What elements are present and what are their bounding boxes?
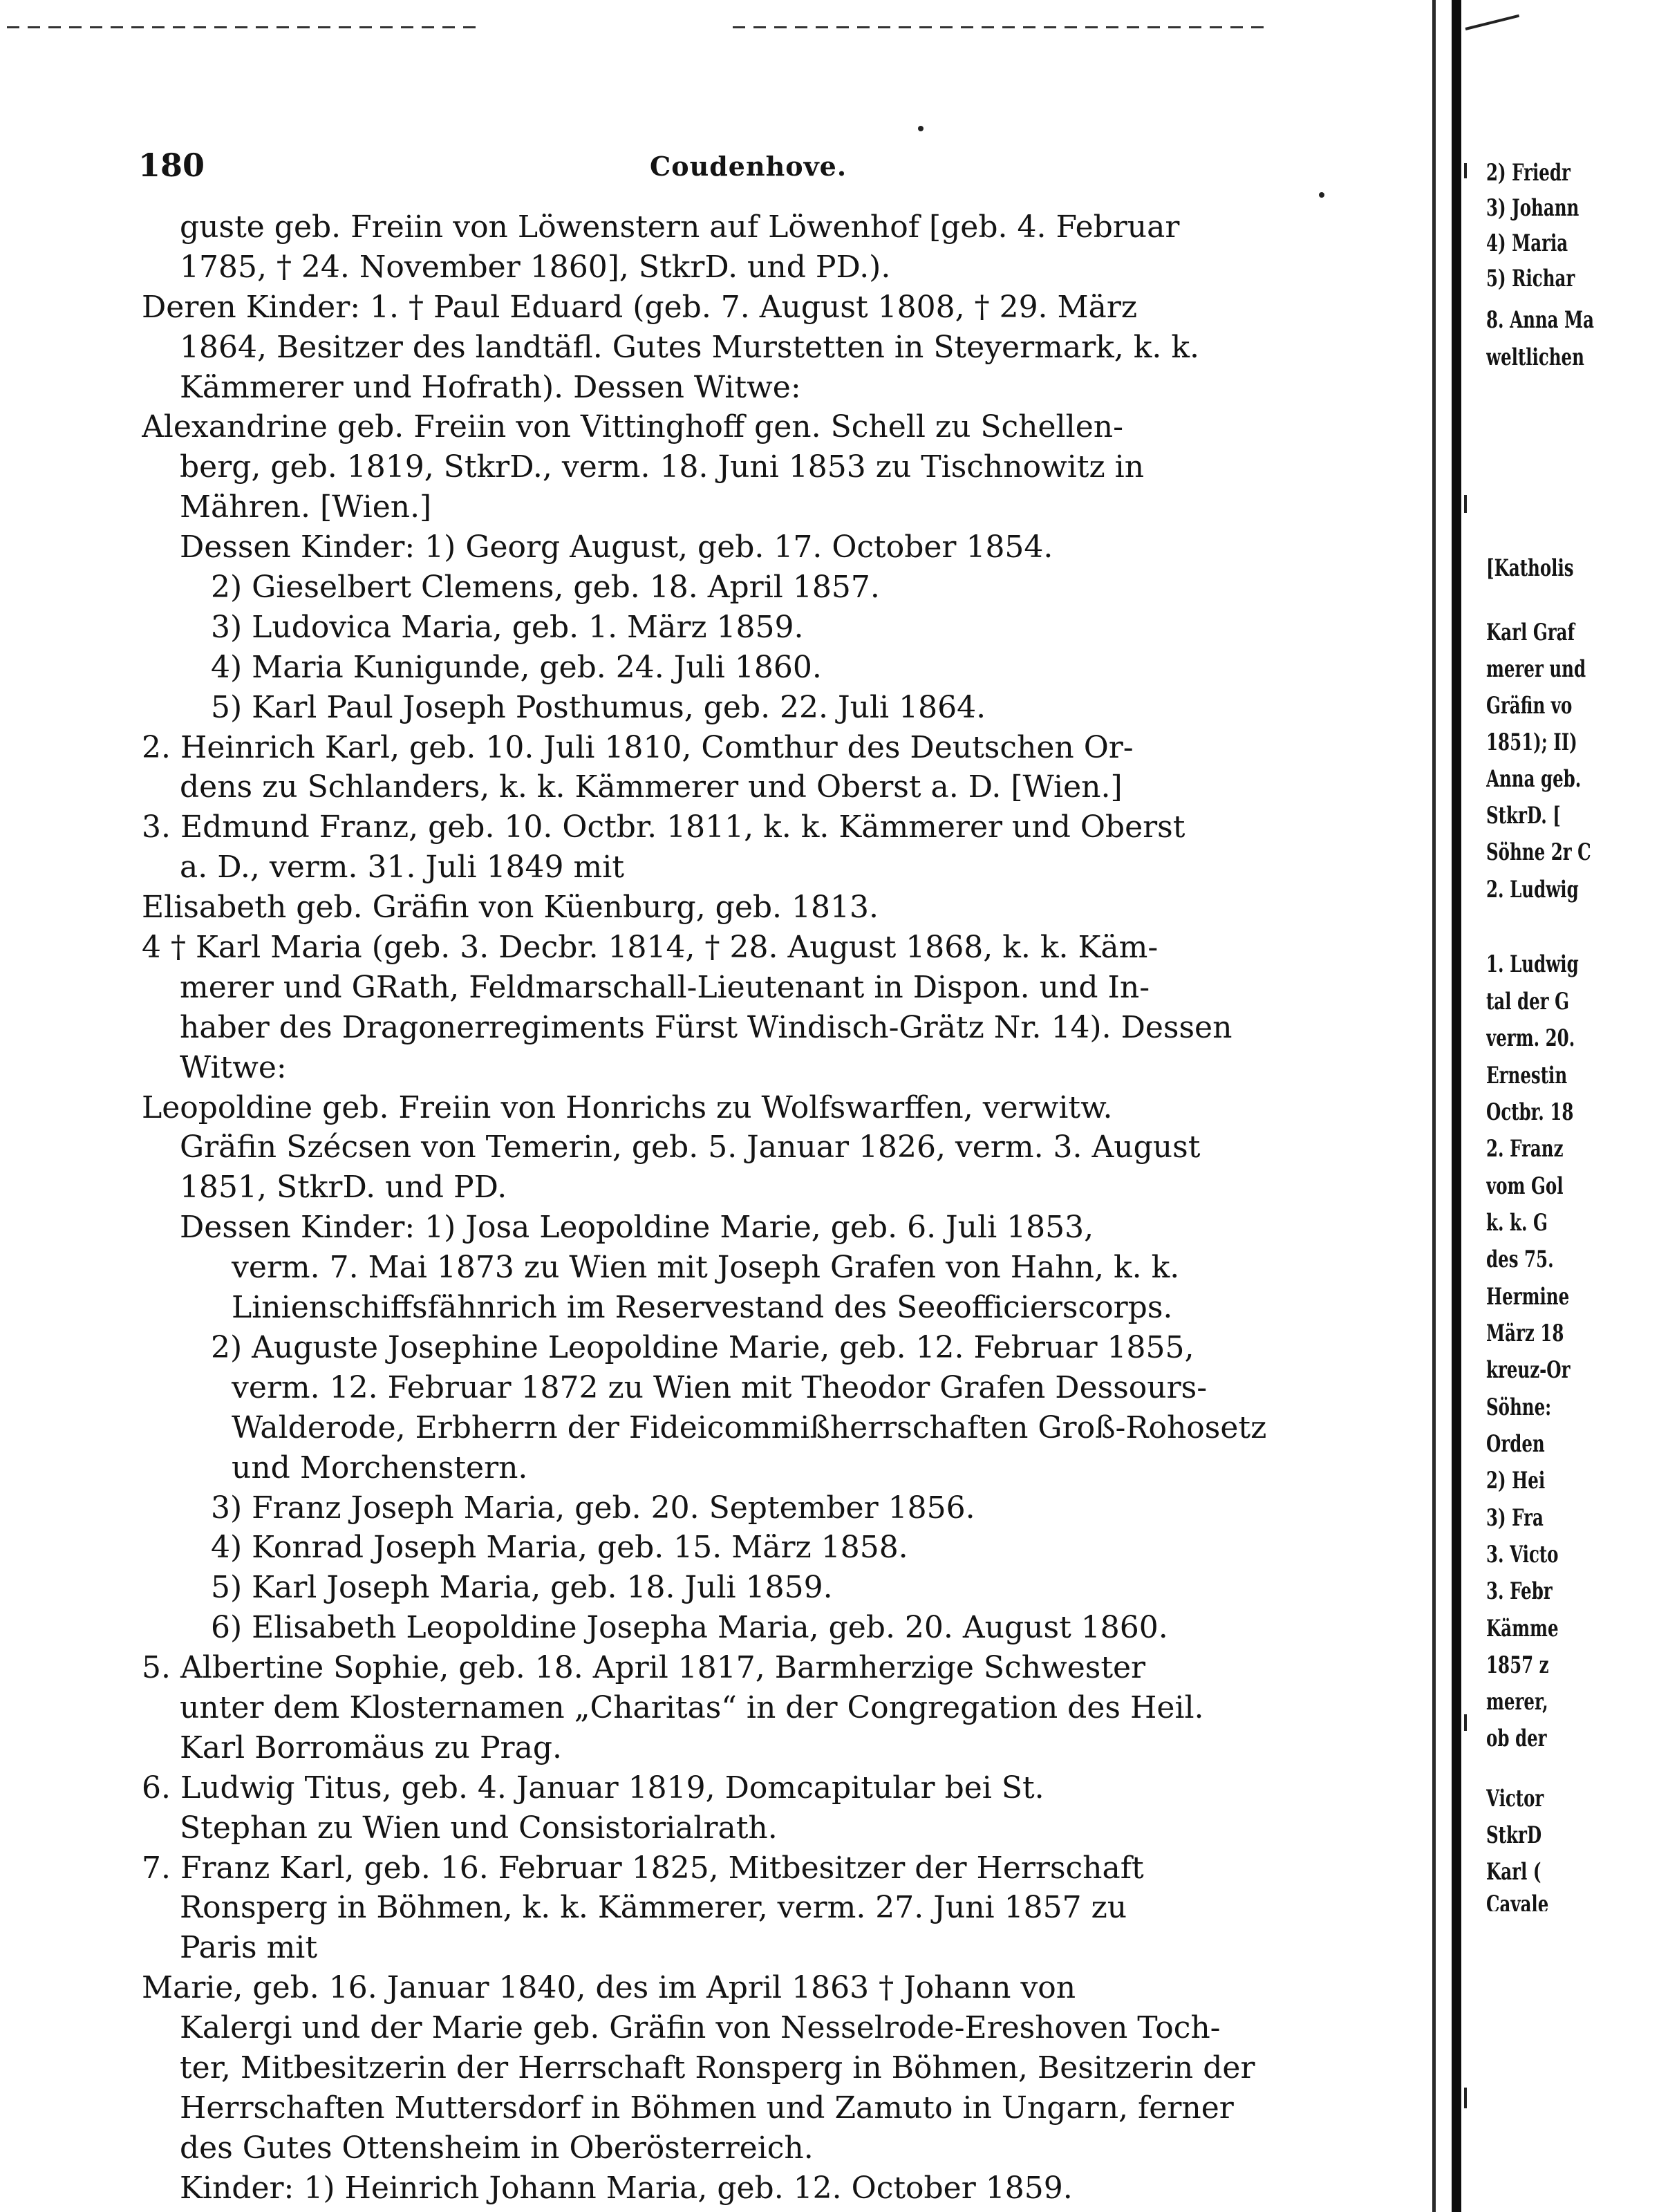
text-line: Kämmerer und Hofrath). Dessen Witwe: — [180, 369, 801, 405]
book-gutter-shadow — [1432, 0, 1436, 2212]
text-line: haber des Dragonerregiments Fürst Windisch-Grätz Nr. 14). Dessen — [180, 1009, 1232, 1045]
text-line: Witwe: — [180, 1049, 287, 1085]
text-line: 2. Heinrich Karl, geb. 10. Juli 1810, Comthur des Deutschen Or- — [142, 729, 1134, 765]
text-line: 2) Auguste Josephine Leopoldine Marie, geb. 12. Februar 1855, — [211, 1329, 1194, 1365]
text-line: des Gutes Ottensheim in Oberösterreich. — [180, 2130, 814, 2166]
text-line: 6. Ludwig Titus, geb. 4. Januar 1819, Domcapitular bei St. — [142, 1770, 1044, 1806]
adjacent-page-line: Karl ( — [1486, 1858, 1541, 1886]
adjacent-page-line: Octbr. 18 — [1486, 1098, 1574, 1126]
text-line: merer und GRath, Feldmarschall-Lieutenant in Dispon. und In- — [180, 969, 1150, 1005]
text-line: 6) Elisabeth Leopoldine Josepha Maria, geb. 20. August 1860. — [211, 1610, 1168, 1646]
adjacent-page-line: 5) Richar — [1486, 265, 1575, 292]
adjacent-page-line: Hermine — [1486, 1283, 1570, 1311]
text-line: Alexandrine geb. Freiin von Vittinghoff gen. Schell zu Schellen- — [142, 409, 1123, 445]
scan-mark — [1464, 1714, 1467, 1731]
adjacent-page-line: 3. Febr — [1486, 1577, 1553, 1605]
adjacent-page-line: 3) Fra — [1486, 1504, 1544, 1532]
text-line: a. D., verm. 31. Juli 1849 mit — [180, 850, 625, 885]
adjacent-page-line: 3. Victo — [1486, 1541, 1559, 1568]
adjacent-page-line: 4) Maria — [1486, 229, 1568, 257]
text-line: Marie, geb. 16. Januar 1840, des im April 1863 † Johann von — [142, 1970, 1076, 2006]
main-text-column — [142, 207, 1344, 2209]
text-line: 4) Maria Kunigunde, geb. 24. Juli 1860. — [211, 649, 822, 685]
adjacent-page-strip — [1486, 142, 1659, 1911]
adjacent-page-line: Söhne 2r C — [1486, 838, 1591, 866]
text-line: Stephan zu Wien und Consistorialrath. — [180, 1810, 778, 1846]
running-head: Coudenhove. — [650, 151, 847, 182]
adjacent-page-line: ob der — [1486, 1725, 1547, 1752]
text-line: 1785, † 24. November 1860], StkrD. und PD.). — [180, 249, 891, 285]
text-line: 4 † Karl Maria (geb. 3. Decbr. 1814, † 28. August 1868, k. k. Käm- — [142, 930, 1159, 966]
adjacent-page-line: 1. Ludwig — [1486, 950, 1579, 978]
scan-artifact-dash — [733, 26, 1272, 28]
text-line: berg, geb. 1819, StkrD., verm. 18. Juni 1853 zu Tischnowitz in — [180, 449, 1145, 485]
adjacent-page-line: Karl Graf — [1486, 619, 1575, 646]
adjacent-page-line: Orden — [1486, 1430, 1545, 1458]
adjacent-page-line: k. k. G — [1486, 1209, 1548, 1237]
text-line: 5) Karl Paul Joseph Posthumus, geb. 22. Juli 1864. — [211, 689, 986, 725]
text-line: Paris mit — [180, 1930, 318, 1966]
text-line: 1851, StkrD. und PD. — [180, 1170, 507, 1206]
adjacent-page-line: 8. Anna Ma — [1486, 306, 1595, 334]
text-line: Gräfin Szécsen von Temerin, geb. 5. Januar 1826, verm. 3. August — [180, 1130, 1201, 1165]
text-line: ter, Mitbesitzerin der Herrschaft Ronsperg in Böhmen, Besitzerin der — [180, 2050, 1255, 2086]
adjacent-page-line: 3) Johann — [1486, 194, 1580, 222]
adjacent-page-line: 1857 z — [1486, 1651, 1549, 1679]
scan-speck — [918, 126, 924, 131]
adjacent-page-line: weltlichen — [1486, 344, 1584, 371]
scan-mark — [1464, 495, 1467, 513]
adjacent-page-line: 2) Friedr — [1486, 159, 1571, 187]
page-number: 180 — [138, 147, 205, 184]
adjacent-page-line: Kämme — [1486, 1615, 1559, 1642]
text-line: 5. Albertine Sophie, geb. 18. April 1817, Barmherzige Schwester — [142, 1650, 1146, 1686]
adjacent-page-line: 2. Ludwig — [1486, 876, 1579, 903]
text-line: 3) Franz Joseph Maria, geb. 20. September 1856. — [211, 1490, 975, 1526]
adjacent-page-line: 2) Hei — [1486, 1467, 1546, 1494]
text-line: 3) Ludovica Maria, geb. 1. März 1859. — [211, 609, 804, 645]
text-line: und Morchenstern. — [232, 1450, 528, 1485]
text-line: verm. 12. Februar 1872 zu Wien mit Theodor Grafen Dessours- — [232, 1369, 1208, 1405]
text-line: Kalergi und der Marie geb. Gräfin von Nesselrode-Ereshoven Toch- — [180, 2010, 1221, 2046]
text-line: unter dem Klosternamen „Charitas“ in der Congregation des Heil. — [180, 1689, 1204, 1725]
adjacent-page-line: Anna geb. — [1486, 765, 1582, 793]
text-line: Ronsperg in Böhmen, k. k. Kämmerer, verm. 27. Juni 1857 zu — [180, 1890, 1127, 1926]
adjacent-page-line: vom Gol — [1486, 1172, 1564, 1200]
adjacent-page-line: Gräfin vo — [1486, 692, 1573, 720]
text-line: verm. 7. Mai 1873 zu Wien mit Joseph Grafen von Hahn, k. k. — [232, 1250, 1180, 1286]
text-line: 1864, Besitzer des landtäfl. Gutes Murstetten in Steyermark, k. k. — [180, 329, 1200, 365]
scan-artifact-hook — [1465, 15, 1520, 30]
text-line: Dessen Kinder: 1) Georg August, geb. 17. October 1854. — [180, 529, 1053, 565]
adjacent-page-line: Ernestin — [1486, 1062, 1568, 1089]
adjacent-page-line: des 75. — [1486, 1246, 1554, 1273]
text-line: Karl Borromäus zu Prag. — [180, 1730, 562, 1765]
adjacent-page-line: Cavale — [1486, 1891, 1549, 1911]
adjacent-page-line: kreuz-Or — [1486, 1356, 1571, 1384]
text-line: Kinder: 1) Heinrich Johann Maria, geb. 12. October 1859. — [180, 2170, 1073, 2206]
text-line: 3. Edmund Franz, geb. 10. Octbr. 1811, k. k. Kämmerer und Oberst — [142, 809, 1185, 845]
text-line: Walderode, Erbherrn der Fideicommißherrschaften Groß-Rohosetz — [232, 1409, 1267, 1445]
text-line: Herrschaften Muttersdorf in Böhmen und Zamuto in Ungarn, ferner — [180, 2090, 1234, 2126]
text-line: 4) Konrad Joseph Maria, geb. 15. März 1858. — [211, 1530, 908, 1566]
book-gutter-line — [1452, 0, 1461, 2212]
text-line: guste geb. Freiin von Löwenstern auf Löwenhof [geb. 4. Februar — [180, 209, 1180, 245]
text-line: 5) Karl Joseph Maria, geb. 18. Juli 1859. — [211, 1570, 833, 1606]
adjacent-page-line: StkrD — [1486, 1821, 1542, 1849]
adjacent-page-line: Söhne: — [1486, 1394, 1552, 1421]
text-line: Elisabeth geb. Gräfin von Küenburg, geb. 1813. — [142, 890, 879, 926]
text-line: Deren Kinder: 1. † Paul Eduard (geb. 7. August 1808, † 29. März — [142, 289, 1138, 325]
adjacent-page-line: tal der G — [1486, 988, 1570, 1015]
adjacent-page-line: 1851); II) — [1486, 729, 1577, 756]
adjacent-page-line: merer und — [1486, 655, 1586, 683]
adjacent-page-line: Victor — [1486, 1785, 1544, 1812]
text-line: 2) Gieselbert Clemens, geb. 18. April 1857. — [211, 570, 880, 606]
adjacent-page-line: verm. 20. — [1486, 1024, 1575, 1052]
scan-mark — [1464, 2088, 1467, 2108]
scan-speck — [1319, 192, 1324, 198]
adjacent-page-line: [Katholis — [1486, 554, 1574, 582]
adjacent-page-line: März 18 — [1486, 1320, 1564, 1347]
adjacent-page-line: merer, — [1486, 1688, 1548, 1716]
text-line: Linienschiffsfähnrich im Reservestand des Seeofficierscorps. — [232, 1290, 1173, 1326]
text-line: Mähren. [Wien.] — [180, 489, 432, 525]
text-line: Leopoldine geb. Freiin von Honrichs zu Wolfswarffen, verwitw. — [142, 1089, 1113, 1125]
scan-artifact-dash — [7, 26, 484, 28]
adjacent-page-line: StkrD. [ — [1486, 802, 1561, 830]
text-line: dens zu Schlanders, k. k. Kämmerer und Oberst a. D. [Wien.] — [180, 769, 1123, 805]
adjacent-page-line: 2. Franz — [1486, 1135, 1564, 1163]
text-line: 7. Franz Karl, geb. 16. Februar 1825, Mitbesitzer der Herrschaft — [142, 1850, 1144, 1886]
text-line: Dessen Kinder: 1) Josa Leopoldine Marie, geb. 6. Juli 1853, — [180, 1210, 1094, 1246]
scan-mark — [1464, 163, 1467, 178]
